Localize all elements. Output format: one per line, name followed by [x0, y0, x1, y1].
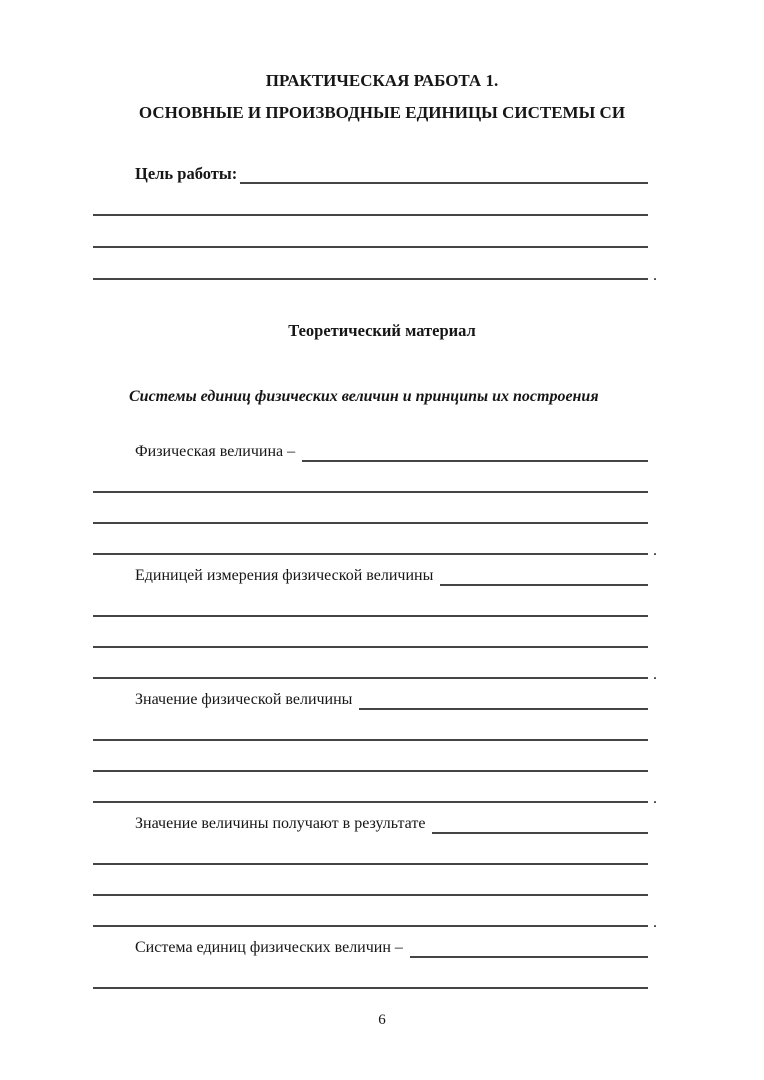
- goal-blank-line: [93, 184, 648, 216]
- subsection-heading: Системы единиц физических величин и принципы их построения: [129, 388, 599, 405]
- answer-blank-line: [93, 493, 648, 524]
- question-row-5: [93, 927, 648, 958]
- line-terminator: .: [653, 914, 657, 931]
- line-terminator: .: [653, 267, 657, 284]
- question-row-4: [93, 803, 648, 834]
- worksheet-title-line1: ПРАКТИЧЕСКАЯ РАБОТА 1.: [265, 71, 499, 90]
- question-row-1: [93, 431, 648, 462]
- line-terminator: .: [653, 666, 657, 683]
- line-terminator: .: [653, 542, 657, 559]
- answer-blank-line: [93, 524, 657, 559]
- answer-blank-line: [93, 772, 657, 807]
- goal-blank-line: [93, 248, 657, 284]
- question-label-4: Значение величины получают в результате: [135, 815, 426, 832]
- answer-blank-line: [93, 741, 648, 772]
- answer-blank-line: [93, 462, 648, 493]
- answer-blank-line: [93, 896, 657, 931]
- question-label-5: Система единиц физических величин –: [135, 939, 403, 956]
- answer-blank-line: [93, 958, 648, 989]
- answer-blank-line: [93, 865, 648, 896]
- question-row-3: [93, 679, 648, 710]
- theory-section-heading: Теоретический материал: [288, 321, 476, 340]
- answer-blank-line: [93, 617, 648, 648]
- answer-blank-line: [93, 834, 648, 865]
- page-number: 6: [378, 1012, 386, 1028]
- question-row-2: [93, 555, 648, 586]
- question-label-2: Единицей измерения физической величины: [135, 567, 434, 584]
- answer-blank-line: [93, 586, 648, 617]
- goal-label: Цель работы:: [135, 164, 238, 183]
- line-terminator: .: [653, 790, 657, 807]
- answer-blank-line: [93, 710, 648, 741]
- worksheet-title-line2: ОСНОВНЫЕ И ПРОИЗВОДНЫЕ ЕДИНИЦЫ СИСТЕМЫ СИ: [138, 103, 626, 122]
- goal-blank-line: [93, 216, 648, 248]
- answer-blank-line: [93, 648, 657, 683]
- goal-row: [93, 152, 648, 184]
- question-label-3: Значение физической величины: [135, 691, 353, 708]
- question-label-1: Физическая величина –: [135, 443, 296, 460]
